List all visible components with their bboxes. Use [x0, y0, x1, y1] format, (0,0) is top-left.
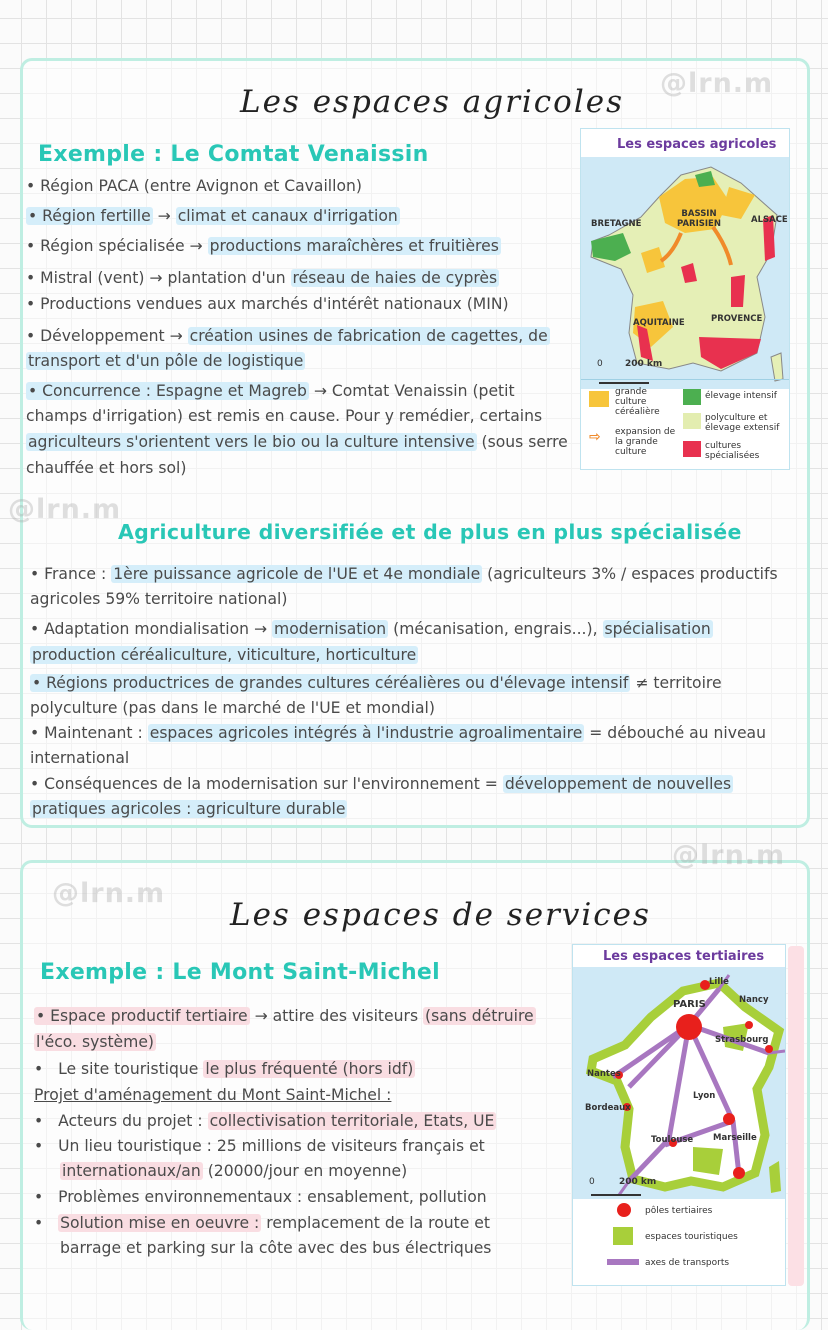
example-heading-comtat: Exemple : Le Comtat Venaissin — [38, 142, 429, 167]
legend-label: polyculture et élevage extensif — [705, 413, 780, 433]
note-line: chauffée et hors sol) — [26, 459, 187, 477]
note-line: international — [30, 749, 130, 767]
city-label: Nantes — [587, 1069, 621, 1079]
example-heading-mont-saint-michel: Exemple : Le Mont Saint-Michel — [40, 960, 440, 985]
diversified-notes — [30, 562, 800, 822]
note-line: • Solution mise en oeuvre : remplacement de la route et — [34, 1214, 490, 1232]
legend-swatch-specialized — [683, 441, 701, 457]
map-scale: 200 km — [619, 1177, 657, 1187]
agricultural-map-drawing — [581, 157, 789, 389]
city-label: PARIS — [673, 999, 706, 1010]
note-line: champs d'irrigation) est remis en cause. Pour y remédier, certains — [26, 407, 543, 425]
note-line: • Acteurs du projet : collectivisation territoriale, Etats, UE — [34, 1112, 495, 1130]
city-label: Marseille — [713, 1133, 757, 1143]
note-line: • Productions vendues aux marchés d'intérêt nationaux (MIN) — [26, 295, 509, 313]
heading-diversified-agriculture: Agriculture diversifiée et de plus en plus spécialisée — [118, 520, 742, 544]
note-line: • Le site touristique le plus fréquenté (hors idf) — [34, 1060, 414, 1078]
services-map — [572, 944, 786, 1286]
note-line: production céréaliculture, viticulture, horticulture — [32, 646, 417, 664]
city-label: Toulouse — [651, 1135, 694, 1145]
map-scale-zero: 0 — [597, 359, 603, 369]
city-label: Lyon — [693, 1091, 716, 1101]
city-label: Strasbourg — [715, 1035, 769, 1045]
note-line: agriculteurs s'orientent vers le bio ou la culture intensive (sous serre — [28, 433, 568, 451]
watermark: @lrn.m — [52, 878, 166, 909]
note-line: polyculture (pas dans le marché de l'UE et mondial) — [30, 699, 435, 717]
services-notes — [34, 1004, 574, 1264]
legend-label: grande culture céréalière — [615, 387, 660, 417]
agricultural-map — [580, 128, 790, 470]
note-line: internationaux/an (20000/jour en moyenne) — [62, 1162, 408, 1180]
legend-label: élevage intensif — [705, 391, 777, 401]
map-label: BASSIN PARISIEN — [677, 209, 721, 229]
city-label: Nancy — [739, 995, 769, 1005]
page-title-agricultural: Les espaces agricoles — [240, 84, 624, 120]
map-label: PROVENCE — [711, 314, 763, 324]
note-line: • Régions productrices de grandes cultures céréalières ou d'élevage intensif ≠ territoire — [32, 674, 722, 692]
city-label: Bordeaux — [585, 1103, 631, 1113]
note-line: pratiques agricoles : agriculture durable — [32, 800, 346, 818]
agricultural-notes — [26, 174, 582, 477]
map-scale: 200 km — [625, 359, 663, 369]
legend-swatch-intensive — [683, 389, 701, 405]
watermark: @lrn.m — [660, 68, 774, 99]
legend-swatch-polyculture — [683, 413, 701, 429]
city-label: Lille — [709, 977, 729, 987]
legend-label: cultures spécialisées — [705, 441, 760, 461]
legend-label: axes de transports — [645, 1258, 730, 1268]
pink-highlight-bar — [788, 946, 804, 1286]
map-title: Les espaces agricoles — [617, 137, 777, 152]
legend-swatch-cereal — [589, 391, 609, 407]
map-title: Les espaces tertiaires — [603, 949, 765, 964]
note-line: agricoles 59% territoire national) — [30, 590, 288, 608]
note-line: Projet d'aménagement du Mont Saint-Michel : — [34, 1086, 392, 1104]
legend-swatch-tourism — [613, 1227, 633, 1245]
note-line: • Un lieu touristique : 25 millions de visiteurs français et — [34, 1137, 485, 1155]
legend-label: espaces touristiques — [645, 1232, 738, 1242]
map-label: ALSACE — [751, 215, 788, 225]
legend-label: pôles tertiaires — [645, 1206, 713, 1216]
note-line: • Conséquences de la modernisation sur l'environnement = développement de nouvelles — [30, 775, 732, 793]
note-line: • Mistral (vent) → plantation d'un réseau de haies de cyprès — [26, 269, 498, 287]
note-line: transport et d'un pôle de logistique — [28, 352, 304, 370]
map-label: AQUITAINE — [633, 318, 685, 328]
watermark: @lrn.m — [8, 494, 122, 525]
note-line: l'éco. système) — [36, 1033, 155, 1051]
note-line: • Région spécialisée → productions maraîchères et fruitières — [26, 237, 499, 255]
note-line: • Espace productif tertiaire → attire des visiteurs (sans détruire — [36, 1007, 534, 1025]
note-line: • Problèmes environnementaux : ensablement, pollution — [34, 1188, 487, 1206]
legend-swatch-transport — [607, 1259, 639, 1265]
note-line: • Adaptation mondialisation → modernisation (mécanisation, engrais...), spécialisation — [30, 620, 711, 638]
note-line: • Maintenant : espaces agricoles intégrés à l'industrie agroalimentaire = débouché au niveau — [30, 724, 766, 742]
watermark: @lrn.m — [672, 840, 786, 871]
legend-label: expansion de la grande culture — [615, 427, 676, 457]
map-label: BRETAGNE — [591, 219, 642, 229]
note-line: barrage et parking sur la côte avec des bus électriques — [60, 1239, 492, 1257]
note-line: • Région fertille → climat et canaux d'irrigation — [28, 207, 398, 225]
legend-arrow-expansion: ⇨ — [589, 429, 601, 445]
note-line: • Région PACA (entre Avignon et Cavaillon) — [26, 177, 362, 195]
map-scale-zero: 0 — [589, 1177, 595, 1187]
legend-swatch-tertiary — [617, 1203, 631, 1217]
note-line: • France : 1ère puissance agricole de l'UE et 4e mondiale (agriculteurs 3% / espaces productifs — [30, 565, 778, 583]
note-line: • Développement → création usines de fabrication de cagettes, de — [26, 327, 548, 345]
page-title-services: Les espaces de services — [230, 897, 651, 933]
note-line: • Concurrence : Espagne et Magreb → Comtat Venaissin (petit — [28, 382, 515, 400]
